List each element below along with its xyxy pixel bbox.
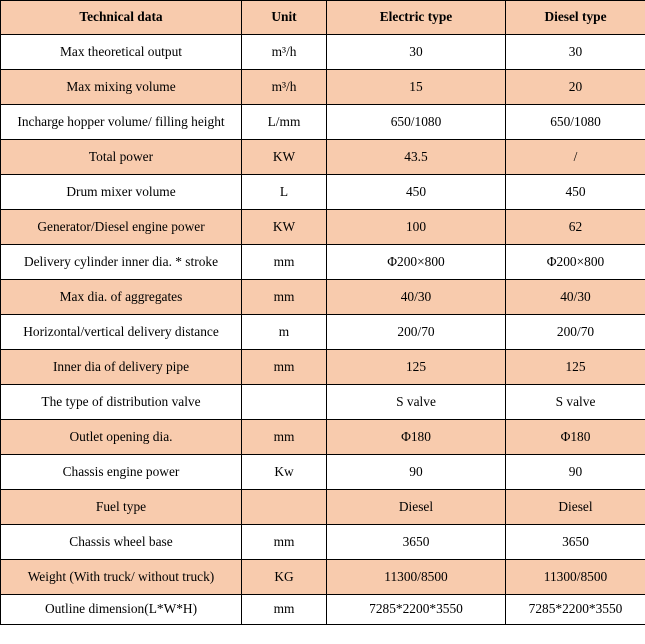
param-cell: Chassis engine power: [1, 455, 242, 490]
param-cell: Generator/Diesel engine power: [1, 210, 242, 245]
table-row: [1, 280, 645, 315]
param-cell: Outlet opening dia.: [1, 420, 242, 455]
table-row: [1, 70, 645, 105]
unit-cell: L/mm: [242, 105, 327, 140]
electric-value-cell: 7285*2200*3550: [327, 595, 506, 625]
param-cell: Max dia. of aggregates: [1, 280, 242, 315]
table-row: [1, 210, 645, 245]
table-row: [1, 525, 645, 560]
param-cell: Chassis wheel base: [1, 525, 242, 560]
unit-cell: Kw: [242, 455, 327, 490]
header-electric-type: Electric type: [327, 1, 506, 35]
table-row: [1, 350, 645, 385]
electric-value-cell: Diesel: [327, 490, 506, 525]
unit-cell: m³/h: [242, 35, 327, 70]
diesel-value-cell: /: [506, 140, 645, 175]
unit-cell: KG: [242, 560, 327, 595]
unit-cell: [242, 490, 327, 525]
param-cell: Fuel type: [1, 490, 242, 525]
header-technical-data: Technical data: [1, 1, 242, 35]
table-row: [1, 105, 645, 140]
diesel-value-cell: 200/70: [506, 315, 645, 350]
unit-cell: [242, 385, 327, 420]
diesel-value-cell: Φ200×800: [506, 245, 645, 280]
header-row: [1, 1, 645, 35]
table-row: [1, 455, 645, 490]
diesel-value-cell: 40/30: [506, 280, 645, 315]
unit-cell: mm: [242, 350, 327, 385]
table-row: [1, 595, 645, 625]
electric-value-cell: 450: [327, 175, 506, 210]
param-cell: Weight (With truck/ without truck): [1, 560, 242, 595]
electric-value-cell: 30: [327, 35, 506, 70]
unit-cell: m³/h: [242, 70, 327, 105]
unit-cell: mm: [242, 420, 327, 455]
electric-value-cell: 125: [327, 350, 506, 385]
header-diesel-type: Diesel type: [506, 1, 645, 35]
header-unit: Unit: [242, 1, 327, 35]
unit-cell: L: [242, 175, 327, 210]
diesel-value-cell: 3650: [506, 525, 645, 560]
diesel-value-cell: 450: [506, 175, 645, 210]
table-row: [1, 35, 645, 70]
param-cell: Incharge hopper volume/ filling height: [1, 105, 242, 140]
electric-value-cell: 100: [327, 210, 506, 245]
electric-value-cell: 43.5: [327, 140, 506, 175]
table-row: [1, 245, 645, 280]
electric-value-cell: 11300/8500: [327, 560, 506, 595]
param-cell: Outline dimension(L*W*H): [1, 595, 242, 625]
diesel-value-cell: 11300/8500: [506, 560, 645, 595]
diesel-value-cell: S valve: [506, 385, 645, 420]
diesel-value-cell: 62: [506, 210, 645, 245]
unit-cell: KW: [242, 210, 327, 245]
electric-value-cell: Φ180: [327, 420, 506, 455]
unit-cell: KW: [242, 140, 327, 175]
unit-cell: mm: [242, 525, 327, 560]
param-cell: Total power: [1, 140, 242, 175]
electric-value-cell: S valve: [327, 385, 506, 420]
diesel-value-cell: 7285*2200*3550: [506, 595, 645, 625]
table-row: [1, 560, 645, 595]
param-cell: Max mixing volume: [1, 70, 242, 105]
diesel-value-cell: 30: [506, 35, 645, 70]
table-row: [1, 420, 645, 455]
unit-cell: m: [242, 315, 327, 350]
table-row: [1, 315, 645, 350]
electric-value-cell: 40/30: [327, 280, 506, 315]
table-row: [1, 385, 645, 420]
unit-cell: mm: [242, 280, 327, 315]
table-row: [1, 140, 645, 175]
electric-value-cell: 650/1080: [327, 105, 506, 140]
param-cell: Max theoretical output: [1, 35, 242, 70]
electric-value-cell: Φ200×800: [327, 245, 506, 280]
diesel-value-cell: Diesel: [506, 490, 645, 525]
unit-cell: mm: [242, 245, 327, 280]
diesel-value-cell: Φ180: [506, 420, 645, 455]
param-cell: Delivery cylinder inner dia. * stroke: [1, 245, 242, 280]
diesel-value-cell: 90: [506, 455, 645, 490]
table-row: [1, 175, 645, 210]
electric-value-cell: 3650: [327, 525, 506, 560]
electric-value-cell: 90: [327, 455, 506, 490]
unit-cell: mm: [242, 595, 327, 625]
diesel-value-cell: 650/1080: [506, 105, 645, 140]
diesel-value-cell: 125: [506, 350, 645, 385]
table-row: [1, 490, 645, 525]
diesel-value-cell: 20: [506, 70, 645, 105]
param-cell: Horizontal/vertical delivery distance: [1, 315, 242, 350]
param-cell: Inner dia of delivery pipe: [1, 350, 242, 385]
param-cell: The type of distribution valve: [1, 385, 242, 420]
electric-value-cell: 15: [327, 70, 506, 105]
param-cell: Drum mixer volume: [1, 175, 242, 210]
electric-value-cell: 200/70: [327, 315, 506, 350]
